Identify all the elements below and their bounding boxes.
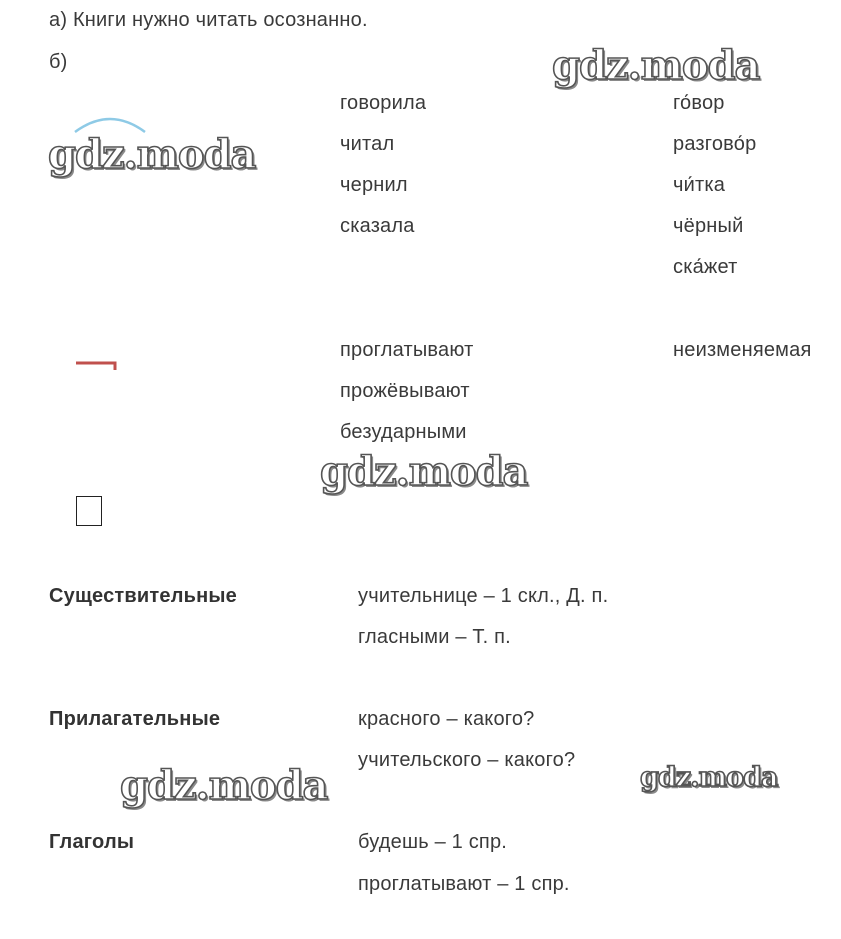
sentence-a: а) Книги нужно читать осознанно. xyxy=(49,9,368,31)
pos-verbs-line-2: проглатывают – 1 спр. xyxy=(358,873,570,895)
check-word-3: чи́тка xyxy=(673,174,726,196)
ending-mark xyxy=(75,361,117,371)
part-b-label: б) xyxy=(49,51,68,73)
pos-adjectives-line-2: учительского – какого? xyxy=(358,749,576,771)
watermark-logo: gdz.moda xyxy=(640,762,778,793)
pos-adjectives-line-1: красного – какого? xyxy=(358,708,535,730)
pos-label-adjectives: Прилагательные xyxy=(49,708,221,730)
verb-2: читал xyxy=(340,133,395,155)
pos-verbs-line-1: будешь – 1 спр. xyxy=(358,831,508,853)
check-word-5: ска́жет xyxy=(673,256,738,278)
watermark-logo: gdz.moda xyxy=(48,131,256,178)
watermark-logo: gdz.moda xyxy=(120,762,328,809)
verb-3: чернил xyxy=(340,174,408,196)
pos-label-verbs: Глаголы xyxy=(49,831,135,853)
verb-4: сказала xyxy=(340,215,415,237)
check-word-4: чёрный xyxy=(673,215,744,237)
pos-nouns-line-1: учительнице – 1 скл., Д. п. xyxy=(358,585,609,607)
watermark-logo: gdz.moda xyxy=(552,42,760,89)
watermark-logo: gdz.moda xyxy=(320,448,528,495)
group2-word-2: прожёвывают xyxy=(340,380,470,402)
group2-note: неизменяемая xyxy=(673,339,812,361)
group2-word-3: безударными xyxy=(340,421,467,443)
suffix-box-mark xyxy=(76,496,102,526)
group2-word-1: проглатывают xyxy=(340,339,474,361)
check-word-2: разгово́р xyxy=(673,133,757,155)
pos-nouns-line-2: гласными – Т. п. xyxy=(358,626,511,648)
pos-label-nouns: Существительные xyxy=(49,585,238,607)
check-word-1: го́вор xyxy=(673,92,725,114)
verb-1: говорила xyxy=(340,92,427,114)
